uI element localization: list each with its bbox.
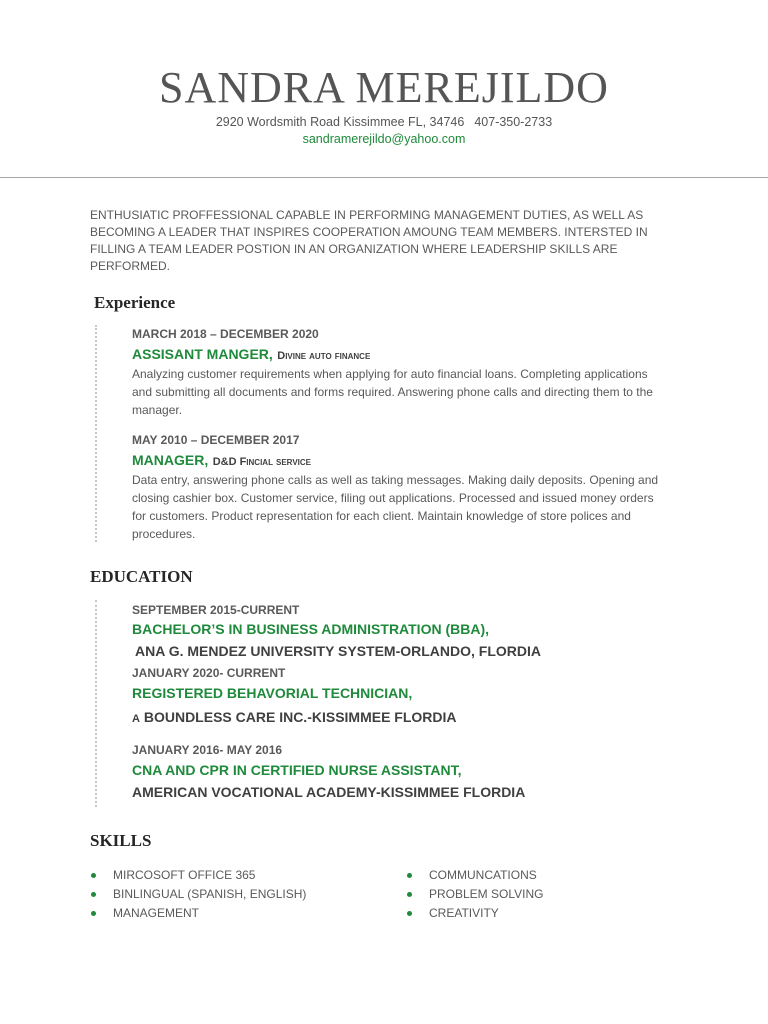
education-school [132, 706, 667, 730]
phone: 407-350-2733 [474, 115, 553, 129]
education-entry [132, 665, 667, 730]
bullet-icon [91, 911, 96, 916]
contact-line [0, 115, 768, 129]
job-company: D&D Fincial service [212, 456, 311, 468]
education-entry [132, 602, 667, 662]
education-dates: SEPTEMBER 2015-CURRENT [132, 603, 300, 617]
skills-list-right [407, 866, 543, 923]
job-entry [132, 432, 667, 543]
address: 2920 Wordsmith Road Kissimmee FL, 34746 [215, 115, 465, 129]
job-description: Analyzing customer requirements when applying for auto financial loans. Completing applications and submitting all documents and forms required. Answering phone calls and directing them to the manager. [132, 367, 653, 417]
header-divider [0, 177, 768, 178]
objective-summary: ENTHUSIATIC PROFFESSIONAL CAPABLE IN PERFORMING MANAGEMENT DUTIES, AS WELL AS BECOMING A LEADER THAT INSPIRES COOPERATION AMOUNG TEAM MEMBERS. INTERSTED IN FILLING A TEAM LEADER POSTION IN AN ORGANIZATION WHERE LEADERSHIP SKILLS ARE PERFORMED. [90, 208, 648, 273]
skills-heading: SKILLS [90, 831, 152, 850]
skill-label: MANAGEMENT [113, 906, 200, 920]
candidate-name: SANDRA MEREJILDO [159, 63, 609, 112]
education-degree: BACHELOR’S IN BUSINESS ADMINISTRATION (BBA), [132, 621, 489, 637]
bullet-icon [91, 892, 96, 897]
job-title-line [132, 450, 667, 470]
skill-item [91, 904, 306, 923]
job-description: Data entry, answering phone calls as well as taking messages. Making daily deposits. Opening and closing cashier box. Customer service, filing out applications. Processed and issued money orders for customers. Product representation for each client. Maintain knowledge of store polices and procedures. [132, 473, 659, 541]
education-dates: JANUARY 2016- MAY 2016 [132, 743, 283, 757]
bullet-icon [407, 911, 412, 916]
education-school-prefix: A [132, 713, 140, 725]
bullet-icon [91, 873, 96, 878]
education-degree: REGISTERED BEHAVORIAL TECHNICIAN, [132, 685, 413, 701]
education-dates: JANUARY 2020- CURRENT [132, 666, 286, 680]
skill-item [407, 866, 543, 885]
job-role: MANAGER, [132, 452, 209, 468]
skills-list-left [91, 866, 306, 923]
education-school-name: BOUNDLESS CARE INC.-KISSIMMEE FLORDIA [143, 709, 457, 725]
skill-label: MIRCOSOFT OFFICE 365 [113, 868, 256, 882]
job-entry [132, 326, 667, 419]
skill-item [407, 885, 543, 904]
job-dates: MAY 2010 – DECEMBER 2017 [132, 433, 300, 447]
skill-label: PROBLEM SOLVING [429, 887, 544, 901]
email-link[interactable]: sandramerejildo@yahoo.com [302, 132, 466, 146]
skill-label: COMMUNCATIONS [429, 868, 537, 882]
skill-item [407, 904, 543, 923]
skill-item [91, 885, 306, 904]
education-school: ANA G. MENDEZ UNIVERSITY SYSTEM-ORLANDO, FLORDIA [135, 643, 542, 659]
skill-item [91, 866, 306, 885]
bullet-icon [407, 892, 412, 897]
job-title-line [132, 344, 667, 364]
education-entry [132, 742, 667, 803]
job-dates: MARCH 2018 – DECEMBER 2020 [132, 327, 319, 341]
skill-label: CREATIVITY [429, 906, 499, 920]
experience-heading: Experience [94, 293, 176, 312]
experience-rail [95, 325, 97, 542]
education-degree: CNA AND CPR IN CERTIFIED NURSE ASSISTANT, [132, 762, 462, 778]
education-rail [95, 600, 97, 807]
skill-label: BINLINGUAL (SPANISH, ENGLISH) [113, 887, 307, 901]
bullet-icon [407, 873, 412, 878]
education-heading: EDUCATION [90, 567, 193, 586]
job-company: Divine auto finance [277, 350, 371, 362]
education-school: AMERICAN VOCATIONAL ACADEMY-KISSIMMEE FLORDIA [132, 784, 526, 800]
job-role: ASSISANT MANGER, [132, 346, 273, 362]
